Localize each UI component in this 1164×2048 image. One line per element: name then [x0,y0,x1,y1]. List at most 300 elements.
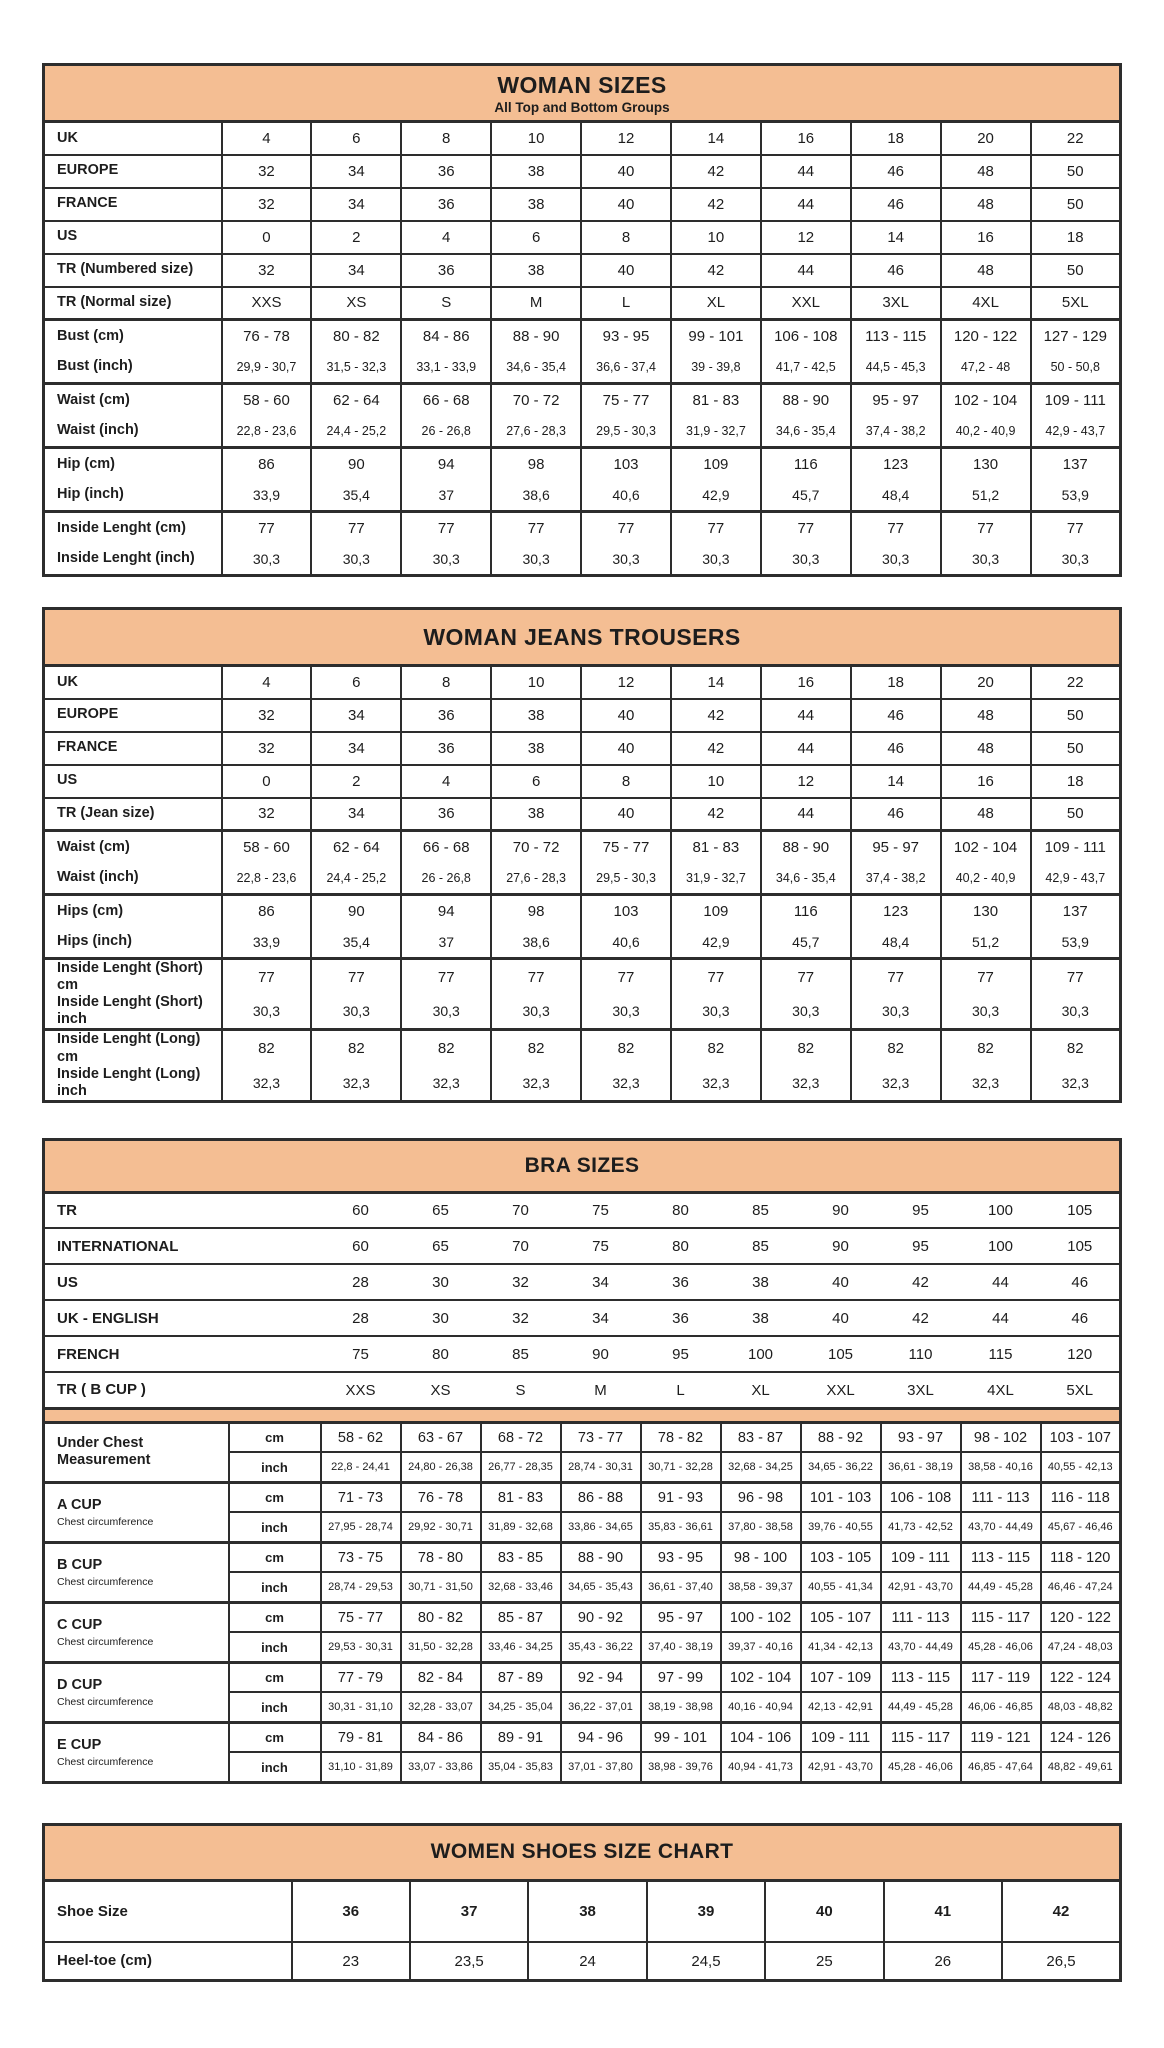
size-value: 42 [671,155,761,188]
size-value: 109 [671,895,761,927]
size-value: XL [671,287,761,320]
size-value: 48 [941,188,1031,221]
size-value: 130 [941,895,1031,927]
table-title-row [44,609,1121,666]
size-value: XL [751,1381,770,1399]
size-value: 36,61 - 37,40 [641,1572,721,1602]
size-value: 35,04 - 35,83 [481,1752,561,1782]
table-row [44,895,1121,927]
size-value: 41,34 - 42,13 [801,1632,881,1662]
row-label [44,863,222,895]
group-label [44,1482,229,1542]
size-value: 77 [491,512,581,544]
size-value: 30,3 [1031,994,1121,1030]
size-value: 40 [832,1273,849,1291]
size-value: 80 [672,1202,689,1220]
size-value: 116 - 118 [1041,1482,1121,1512]
size-value: 82 [1031,1030,1121,1066]
size-value: 5XL [1066,1381,1094,1399]
size-value: 34 [311,254,401,287]
row-label [44,1880,292,1942]
size-value: 33,1 - 33,9 [401,352,491,384]
row-label-text: Inside Lenght (Long) inch [57,1065,201,1099]
size-value: 105 - 107 [801,1602,881,1632]
size-value: 77 [761,959,851,995]
row-label [44,666,222,699]
size-value: 87 - 89 [481,1662,561,1692]
size-value: 42,9 [671,927,761,959]
size-value: 24,5 [647,1942,765,1980]
size-value: 120 [1067,1345,1093,1363]
size-value: 45,7 [761,927,851,959]
size-value: 36 [401,798,491,831]
size-value: 36 [292,1880,410,1942]
size-value: 36,6 - 37,4 [581,352,671,384]
size-value: 27,6 - 28,3 [491,416,581,448]
size-value: 30,3 [491,544,581,576]
size-value: 42,91 - 43,70 [801,1752,881,1782]
row-label [44,1300,321,1336]
size-value: 40,6 [581,927,671,959]
size-value: 38 [491,188,581,221]
size-value: 85 [512,1345,529,1363]
size-value: 20 [941,122,1031,155]
size-value: 58 - 60 [222,384,312,416]
size-value: 30,3 [1031,544,1121,576]
size-value: 94 [401,895,491,927]
size-value: 46 [1071,1309,1089,1327]
size-value: 81 - 83 [481,1482,561,1512]
size-value: 109 - 111 [801,1722,881,1752]
table-row [44,863,1121,895]
size-value: 53,9 [1031,480,1121,512]
row-label [44,895,222,927]
size-value: 38,58 - 39,37 [721,1572,801,1602]
size-value: 28,74 - 29,53 [321,1572,401,1602]
size-value: 43,70 - 44,49 [961,1512,1041,1542]
size-value: 42 [1002,1880,1120,1942]
size-value: 93 - 95 [641,1542,721,1572]
size-value: 44,49 - 45,28 [961,1572,1041,1602]
size-value: 34 [311,155,401,188]
size-value: 111 - 113 [961,1482,1041,1512]
size-value: 104 - 106 [721,1722,801,1752]
row-label-text: UK - ENGLISH [57,1309,159,1327]
size-value: 48,4 [851,927,941,959]
row-label [44,320,222,352]
table-row [44,188,1121,221]
table-row [44,1066,1121,1102]
size-value: 48 [941,699,1031,732]
size-value: 42 [671,699,761,732]
size-value: 75 [352,1345,369,1363]
table-row [44,994,1121,1030]
size-value: 32 [222,798,312,831]
size-value: 32,3 [311,1066,401,1102]
row-label-text: FRANCE [57,739,118,756]
size-value: 85 [752,1237,769,1255]
row-label [44,254,222,287]
size-value: 110 [908,1345,933,1363]
size-value: 10 [491,122,581,155]
size-value: 32,68 - 34,25 [721,1452,801,1482]
size-value: 82 - 84 [401,1662,481,1692]
size-value: 42 [671,732,761,765]
size-value: 81 - 83 [671,384,761,416]
row-label-text: TR (Normal size) [57,294,172,311]
size-value: 137 [1031,448,1121,480]
size-value: 70 - 72 [491,831,581,863]
size-value: 83 - 87 [721,1422,801,1452]
size-value: 37,4 - 38,2 [851,416,941,448]
size-value: 48 [941,155,1031,188]
size-value: 77 [311,959,401,995]
size-value: 73 - 77 [561,1422,641,1452]
row-sublabel-text: Chest circumference [57,1515,154,1528]
size-value: 123 [851,895,941,927]
size-value: 32 [222,732,312,765]
row-label [44,927,222,959]
table-row [44,927,1121,959]
size-value: 33,86 - 34,65 [561,1512,641,1542]
size-value: 127 - 129 [1031,320,1121,352]
size-value: 50 [1031,155,1121,188]
size-value: M [594,1381,607,1399]
table-row [44,254,1121,287]
table-row [44,448,1121,480]
row-label-text: US [57,1273,78,1291]
section-divider-band [44,1408,1121,1422]
size-value: 30,3 [761,994,851,1030]
unit-label: cm [229,1542,321,1572]
size-value: 32,3 [581,1066,671,1102]
size-value: L [676,1381,685,1399]
size-value: 77 [401,512,491,544]
size-value: 20 [941,666,1031,699]
size-value: 80 [672,1237,689,1255]
size-value: 38,6 [491,480,581,512]
size-value: 60 [352,1237,369,1255]
size-value: 46,85 - 47,64 [961,1752,1041,1782]
size-value: 6 [311,122,401,155]
size-value: 77 [671,512,761,544]
row-label-text: Heel-toe (cm) [57,1952,153,1970]
size-value: 42 [912,1309,929,1327]
size-value: 95 - 97 [851,831,941,863]
size-value: 103 - 107 [1041,1422,1121,1452]
size-value: 42 [671,254,761,287]
size-value: 94 [401,448,491,480]
size-value: 37 [410,1880,528,1942]
table-row [44,1408,1121,1422]
size-value: 39 [647,1880,765,1942]
size-value: 30,71 - 31,50 [401,1572,481,1602]
size-value: 47,2 - 48 [941,352,1031,384]
size-value: 40 [581,798,671,831]
row-label-text: INTERNATIONAL [57,1237,179,1255]
size-value: 130 [941,448,1031,480]
size-value: 77 [1031,512,1121,544]
table-row [44,1300,1121,1336]
size-value: 31,5 - 32,3 [311,352,401,384]
size-value: 41 [884,1880,1002,1942]
size-value: 53,9 [1031,927,1121,959]
size-value: 42,9 - 43,7 [1031,416,1121,448]
size-value: 3XL [907,1381,934,1399]
size-value: 66 - 68 [401,384,491,416]
unit-label: inch [229,1572,321,1602]
size-value: 88 - 90 [491,320,581,352]
size-value: 50 - 50,8 [1031,352,1121,384]
size-value: 51,2 [941,480,1031,512]
size-value: 10 [671,765,761,798]
size-value: 45,67 - 46,46 [1041,1512,1121,1542]
size-value: 115 - 117 [961,1602,1041,1632]
size-value: 75 - 77 [581,831,671,863]
size-value: 48 [941,732,1031,765]
size-value: 38,58 - 40,16 [961,1452,1041,1482]
row-label [44,480,222,512]
table-row [44,1942,1121,1980]
size-value: 16 [761,122,851,155]
size-value: 30,3 [491,994,581,1030]
row-label [44,448,222,480]
size-value: 109 - 111 [881,1542,961,1572]
size-value: 62 - 64 [311,384,401,416]
size-value: 50 [1031,188,1121,221]
size-value: 32,68 - 33,46 [481,1572,561,1602]
size-value: 73 - 75 [321,1542,401,1572]
size-value: 75 [592,1237,609,1255]
size-value: 95 - 97 [641,1602,721,1632]
size-value: 44 [761,188,851,221]
size-value: 100 [747,1345,774,1363]
size-value: 86 [222,895,312,927]
size-value: 65 [432,1202,449,1220]
size-value: 26 - 26,8 [401,416,491,448]
table-title: BRA SIZES [524,1153,640,1177]
size-value: 46 [851,254,941,287]
size-value: XS [430,1381,451,1399]
size-value: 27,6 - 28,3 [491,863,581,895]
size-value: 75 [592,1202,609,1220]
size-value: 36 [401,732,491,765]
size-value: 66 - 68 [401,831,491,863]
size-value: 8 [581,221,671,254]
size-value: 105 [1067,1237,1093,1255]
unit-label: inch [229,1692,321,1722]
table-row [44,1372,1121,1408]
size-value: 82 [222,1030,312,1066]
size-value: 82 [581,1030,671,1066]
size-value: 29,92 - 30,71 [401,1512,481,1542]
size-value: 37 [401,480,491,512]
size-value: 82 [761,1030,851,1066]
size-value: 50 [1031,732,1121,765]
size-value: 90 - 92 [561,1602,641,1632]
size-value: 79 - 81 [321,1722,401,1752]
table-row [44,155,1121,188]
row-label [44,155,222,188]
size-value: 24 [528,1942,646,1980]
size-value: 90 [832,1202,849,1220]
size-value: 8 [401,666,491,699]
table-row [44,1542,1121,1572]
size-charts-page [42,63,1122,1982]
row-label-text: FRENCH [57,1345,120,1363]
row-label [44,1192,321,1228]
size-value: 31,89 - 32,68 [481,1512,561,1542]
row-label-text: Shoe Size [57,1902,128,1920]
size-value: 77 [311,512,401,544]
size-value: 41,73 - 42,52 [881,1512,961,1542]
size-value: 22 [1031,122,1121,155]
size-value: 90 [832,1237,849,1255]
row-label-text: TR (Numbered size) [57,261,194,278]
size-value: 42 [912,1273,929,1291]
size-value: 18 [851,122,941,155]
table-row [44,732,1121,765]
bra-sizes-table [42,1138,1122,1784]
size-value: 75 - 77 [581,384,671,416]
size-value: 100 [987,1237,1014,1255]
size-value: 26 - 26,8 [401,863,491,895]
size-value: 113 - 115 [961,1542,1041,1572]
table-row [44,512,1121,544]
size-value: 111 - 113 [881,1602,961,1632]
size-value: 32 [222,699,312,732]
size-value: 34 [311,188,401,221]
size-value: 90 [311,448,401,480]
size-value: 38 [491,699,581,732]
size-value: 12 [581,122,671,155]
size-value: 77 [1031,959,1121,995]
size-value: 38 [491,798,581,831]
size-value: 40,2 - 40,9 [941,863,1031,895]
table-row [44,1602,1121,1632]
size-value: 46,46 - 47,24 [1041,1572,1121,1602]
size-value: 77 [222,959,312,995]
size-value: 46 [851,188,941,221]
size-value: 50 [1031,254,1121,287]
size-value: 50 [1031,798,1121,831]
size-value: 102 - 104 [941,831,1031,863]
size-value: 45,28 - 46,06 [961,1632,1041,1662]
size-value: 120 - 122 [941,320,1031,352]
size-value: 34,6 - 35,4 [761,416,851,448]
size-value: 94 - 96 [561,1722,641,1752]
size-value: 137 [1031,895,1121,927]
row-label-text: Bust (inch) [57,358,133,375]
row-label [44,1228,321,1264]
size-value: 34 [311,732,401,765]
size-value: 90 [311,895,401,927]
size-value: 63 - 67 [401,1422,481,1452]
size-value: 4 [401,765,491,798]
size-value: 115 - 117 [881,1722,961,1752]
row-label-text: Hip (inch) [57,486,124,503]
row-label [44,384,222,416]
table-title-row [44,1824,1121,1880]
table-row [44,352,1121,384]
size-value: 83 - 85 [481,1542,561,1572]
table-row [44,1228,1121,1264]
size-value: 95 [912,1237,929,1255]
size-value: 33,07 - 33,86 [401,1752,481,1782]
size-value: 86 - 88 [561,1482,641,1512]
size-value: 84 - 86 [401,320,491,352]
size-value: 30,3 [222,544,312,576]
size-value: 47,24 - 48,03 [1041,1632,1121,1662]
row-label-text: US [57,772,78,789]
row-label-text: Waist (inch) [57,869,139,886]
size-value: 35,4 [311,480,401,512]
group-label [44,1422,229,1482]
size-value: 101 - 103 [801,1482,881,1512]
size-value: 88 - 92 [801,1422,881,1452]
size-value: 30,3 [401,544,491,576]
size-value: 2 [311,221,401,254]
size-value: 82 [401,1030,491,1066]
table-title-band [44,609,1121,666]
size-value: 37,01 - 37,80 [561,1752,641,1782]
row-label [44,831,222,863]
size-value: 35,83 - 36,61 [641,1512,721,1542]
size-value: 76 - 78 [222,320,312,352]
size-value: 103 [581,895,671,927]
row-label [44,959,222,995]
row-label [44,798,222,831]
size-value: L [581,287,671,320]
size-value: 78 - 80 [401,1542,481,1572]
size-value: 42,9 [671,480,761,512]
table-title: WOMAN JEANS TROUSERS [423,623,741,650]
size-value: 38 [491,155,581,188]
row-label [44,994,222,1030]
size-value: 42,9 - 43,7 [1031,863,1121,895]
size-value: 3XL [851,287,941,320]
size-value: 77 [761,512,851,544]
size-value: 26 [884,1942,1002,1980]
size-value: 70 [512,1237,529,1255]
size-value: 31,9 - 32,7 [671,416,761,448]
size-value: 4XL [941,287,1031,320]
size-value: 102 - 104 [941,384,1031,416]
size-value: 38,98 - 39,76 [641,1752,721,1782]
size-value: 40,55 - 42,13 [1041,1452,1121,1482]
size-value: 18 [1031,765,1121,798]
row-label-text: FRANCE [57,195,118,212]
size-value: 24,4 - 25,2 [311,863,401,895]
size-value: 70 [512,1202,529,1220]
unit-label: inch [229,1452,321,1482]
size-value: 6 [311,666,401,699]
size-value: 33,46 - 34,25 [481,1632,561,1662]
size-value: 10 [671,221,761,254]
row-label [44,1372,321,1408]
size-value: 30,3 [671,544,761,576]
size-value: 2 [311,765,401,798]
size-value: 116 [761,448,851,480]
size-value: 34 [311,699,401,732]
row-label [44,1264,321,1300]
row-sublabel-text: Chest circumference [57,1695,154,1708]
size-value: 77 [851,512,941,544]
size-value: 45,28 - 46,06 [881,1752,961,1782]
size-value: 36 [401,699,491,732]
size-value: 50 [1031,699,1121,732]
size-value: 40,2 - 40,9 [941,416,1031,448]
